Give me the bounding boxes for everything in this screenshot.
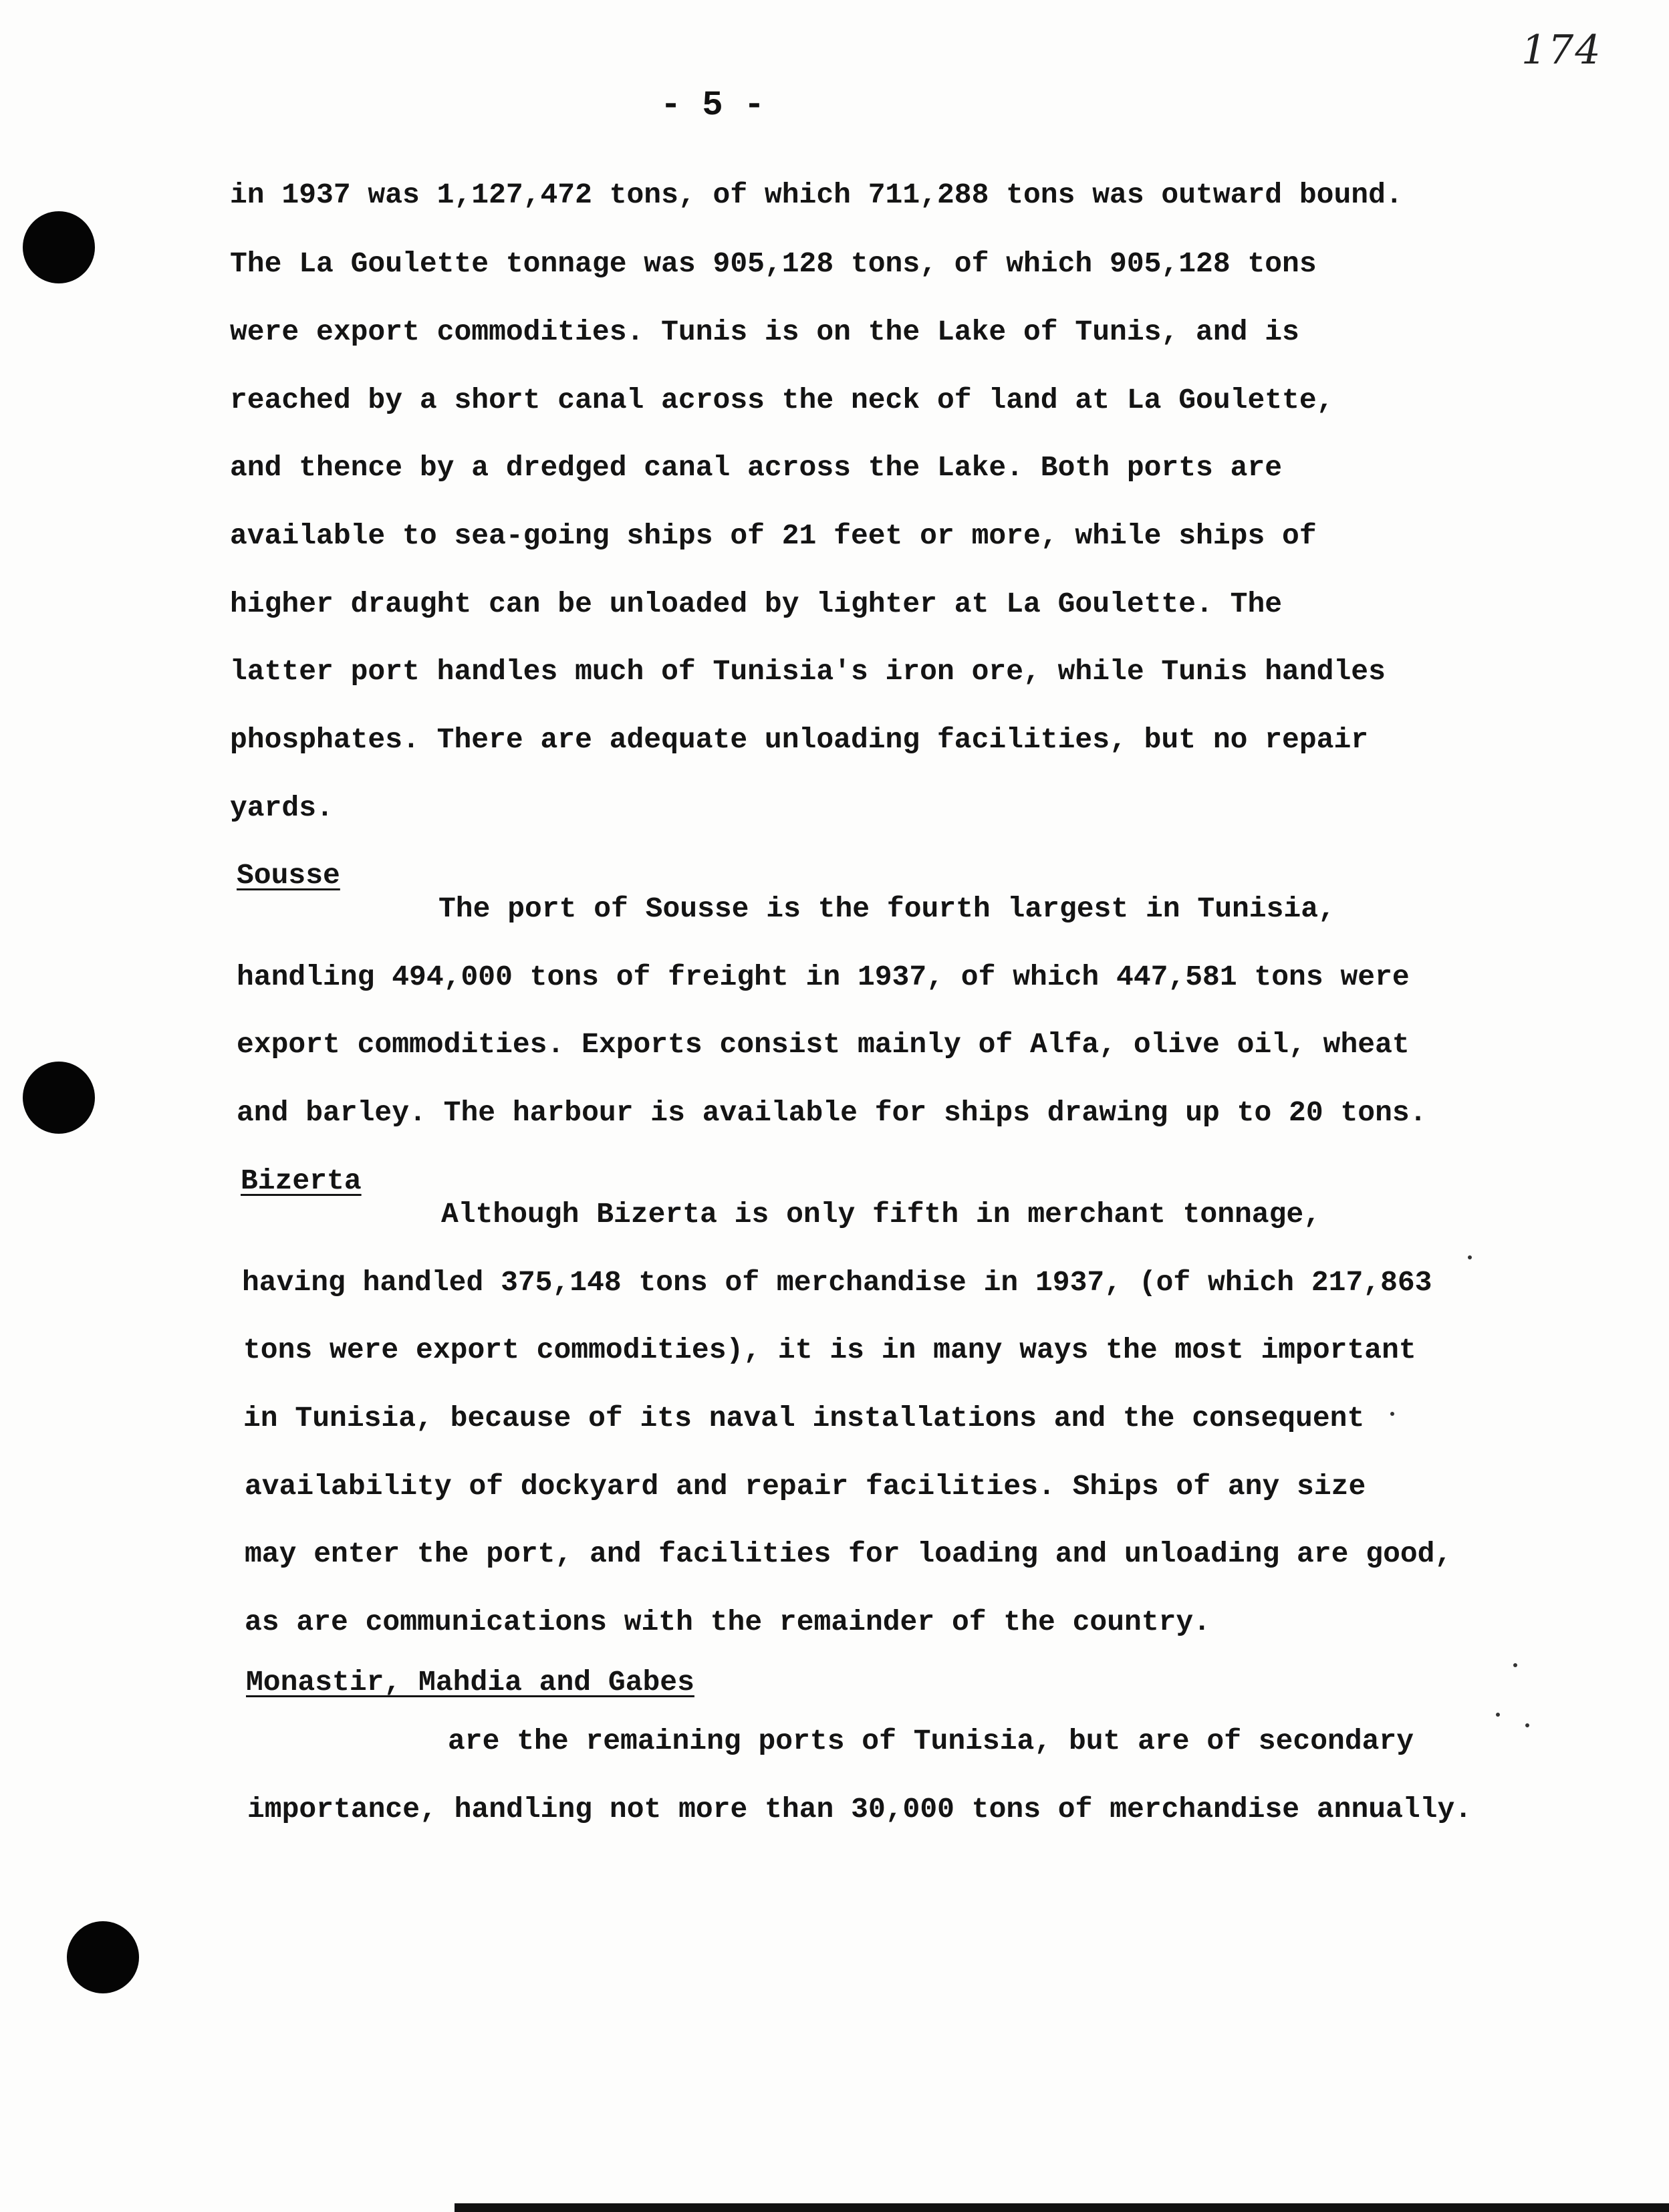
intro-line-3: were export commodities. Tunis is on the Lake of Tunis, and is bbox=[230, 316, 1299, 348]
bizerta-line-1: Although Bizerta is only fifth in merchant tonnage, bbox=[441, 1198, 1321, 1231]
scan-speck bbox=[1390, 1412, 1394, 1416]
bizerta-line-5: availability of dockyard and repair facilities. Ships of any size bbox=[245, 1470, 1366, 1503]
scan-speck bbox=[1468, 1255, 1472, 1259]
punch-hole-middle bbox=[23, 1062, 95, 1134]
bizerta-line-6: may enter the port, and facilities for loading and unloading are good, bbox=[245, 1538, 1452, 1570]
scan-speck bbox=[1496, 1713, 1500, 1717]
heading-bizerta: Bizerta bbox=[241, 1164, 362, 1197]
intro-line-4: reached by a short canal across the neck of land at La Goulette, bbox=[230, 384, 1334, 416]
heading-sousse: Sousse bbox=[237, 859, 340, 892]
bizerta-line-4: in Tunisia, because of its naval installations and the consequent bbox=[243, 1402, 1365, 1435]
scan-speck bbox=[1525, 1723, 1529, 1727]
handwritten-folio-number: 174 bbox=[1521, 27, 1602, 74]
sousse-line-1: The port of Sousse is the fourth largest in Tunisia, bbox=[438, 892, 1335, 925]
bizerta-line-2: having handled 375,148 tons of merchandise in 1937, (of which 217,863 bbox=[242, 1266, 1432, 1299]
sousse-line-4: and barley. The harbour is available for ships drawing up to 20 tons. bbox=[237, 1096, 1427, 1129]
bizerta-line-3: tons were export commodities), it is in many ways the most important bbox=[243, 1334, 1416, 1366]
intro-line-10: yards. bbox=[230, 791, 334, 824]
scan-speck bbox=[1513, 1663, 1517, 1667]
intro-line-7: higher draught can be unloaded by lighter at La Goulette. The bbox=[230, 588, 1283, 620]
heading-monastir-mahdia-gabes: Monastir, Mahdia and Gabes bbox=[246, 1666, 694, 1699]
intro-line-6: available to sea-going ships of 21 feet or more, while ships of bbox=[230, 519, 1317, 552]
page-number: - 5 - bbox=[660, 86, 765, 125]
intro-line-8: latter port handles much of Tunisia's iron ore, while Tunis handles bbox=[230, 655, 1386, 688]
intro-line-2: The La Goulette tonnage was 905,128 tons, of which 905,128 tons bbox=[230, 247, 1317, 280]
punch-hole-bottom bbox=[67, 1921, 139, 1993]
sousse-line-2: handling 494,000 tons of freight in 1937, of which 447,581 tons were bbox=[237, 961, 1410, 993]
punch-hole-top bbox=[23, 211, 95, 283]
intro-line-9: phosphates. There are adequate unloading facilities, but no repair bbox=[230, 723, 1369, 756]
intro-line-5: and thence by a dredged canal across the Lake. Both ports are bbox=[230, 451, 1283, 484]
intro-line-1: in 1937 was 1,127,472 tons, of which 711,288 tons was outward bound. bbox=[230, 178, 1403, 211]
bizerta-line-7: as are communications with the remainder of the country. bbox=[245, 1606, 1211, 1638]
monastir-line-1: are the remaining ports of Tunisia, but are of secondary bbox=[448, 1725, 1414, 1757]
monastir-line-2: importance, handling not more than 30,000 tons of merchandise annually. bbox=[247, 1793, 1472, 1826]
sousse-line-3: export commodities. Exports consist mainly of Alfa, olive oil, wheat bbox=[237, 1028, 1410, 1061]
scan-bottom-edge bbox=[455, 2203, 1669, 2212]
